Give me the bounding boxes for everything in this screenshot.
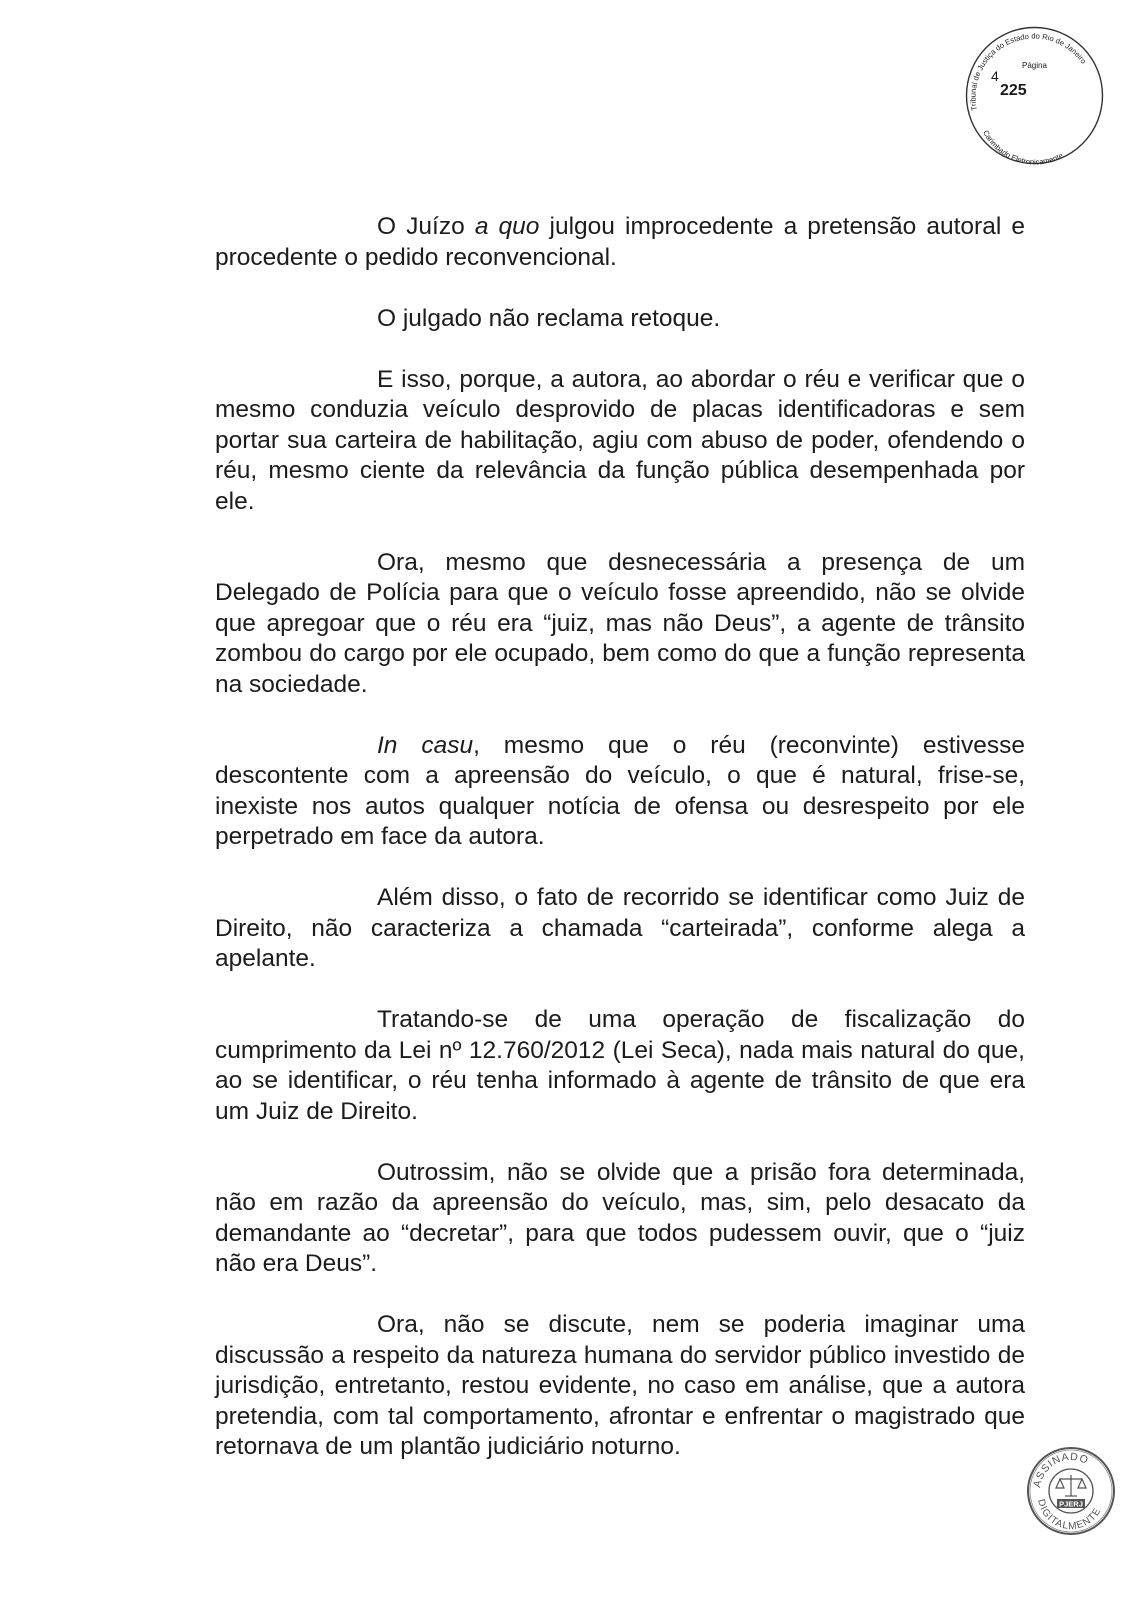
paragraph-8: Outrossim, não se olvide que a prisão fora determinada, não em razão da apreensão do veículo, mas, sim, pelo desacato da demandante ao “decretar”, para que todos pudessem ouvir, que o “juiz não era Deus”. (215, 1158, 1025, 1277)
stamp-arc-text: Tribunal de Justiça do Estado do Rio de Janeiro (968, 31, 1089, 112)
seal-top-text: ASSINADO (1031, 1450, 1091, 1489)
scales-of-justice-icon (1056, 1475, 1086, 1496)
stamp-page-label: Página (1022, 61, 1047, 70)
paragraph-2: O julgado não reclama retoque. (377, 304, 721, 332)
stamp-page-number: 4 (991, 68, 999, 84)
paragraph-9: Ora, não se discute, nem se poderia imaginar uma discussão a respeito da natureza humana do servidor público investido de jurisdição, entretanto, restou evidente, no caso em análise, que a autora pretendia, com tal comportamento, afrontar e enfrentar o magistrado que retornava de um plantão judiciário noturno. (215, 1311, 1025, 1460)
svg-text:ASSINADO (1031, 1451, 1090, 1489)
italic-term: a quo (474, 213, 540, 240)
document-body (215, 212, 1025, 1493)
seal-graphic (1026, 1446, 1116, 1536)
paragraph-4: Ora, mesmo que desnecessária a presença de um Delegado de Polícia para que o veículo fosse apreendido, não se olvide que apregoar que o réu era “juiz, mas não Deus”, a agente de trânsito zombou do cargo por ele ocupado, bem como do que a função representa na sociedade. (215, 548, 1025, 698)
italic-term: In casu (377, 731, 474, 759)
svg-text:Carimbado Eletronicamente (981, 129, 1064, 167)
court-page-stamp (963, 24, 1106, 167)
seal-bottom-text: DIGITALMENTE (1035, 1498, 1104, 1533)
paragraph-6: Além disso, o fato de recorrido se identificar como Juiz de Direito, não caracteriza a chamada “carteirada”, conforme alega a apelante. (215, 884, 1025, 972)
digital-signature-seal (1026, 1446, 1116, 1536)
svg-text:Tribunal de Justiça do Estado (969, 32, 1089, 112)
paragraph-3: E isso, porque, a autora, ao abordar o réu e verificar que o mesmo conduzia veículo desprovido de placas identificadoras e sem portar sua carteira de habilitação, agiu com abuso de poder, ofendendo o réu, mesmo ciente da relevância da função pública desempenhada por ele. (215, 365, 1025, 515)
seal-inner-text: PJERJ (1059, 1499, 1083, 1509)
stamp-total-pages: 225 (1000, 82, 1027, 99)
stamp-bottom-arc-text: Carimbado Eletronicamente (981, 128, 1065, 167)
stamp-circle-graphic (963, 24, 1106, 167)
paragraph-7: Tratando-se de uma operação de fiscalização do cumprimento da Lei nº 12.760/2012 (Lei Seca), nada mais natural do que, ao se identificar, o réu tenha informado à agente de trânsito de que era um Juiz de Direito. (215, 1006, 1025, 1125)
paragraph-1: O Juízo a quo julgou improcedente a pretensão autoral e procedente o pedido reconvencional. (215, 213, 1026, 271)
paragraph-5: In casu, mesmo que o réu (reconvinte) estivesse descontente com a apreensão do veículo, o que é natural, frise-se, inexiste nos autos qualquer notícia de ofensa ou desrespeito por ele perpetrado em face da autora. (215, 731, 1025, 850)
